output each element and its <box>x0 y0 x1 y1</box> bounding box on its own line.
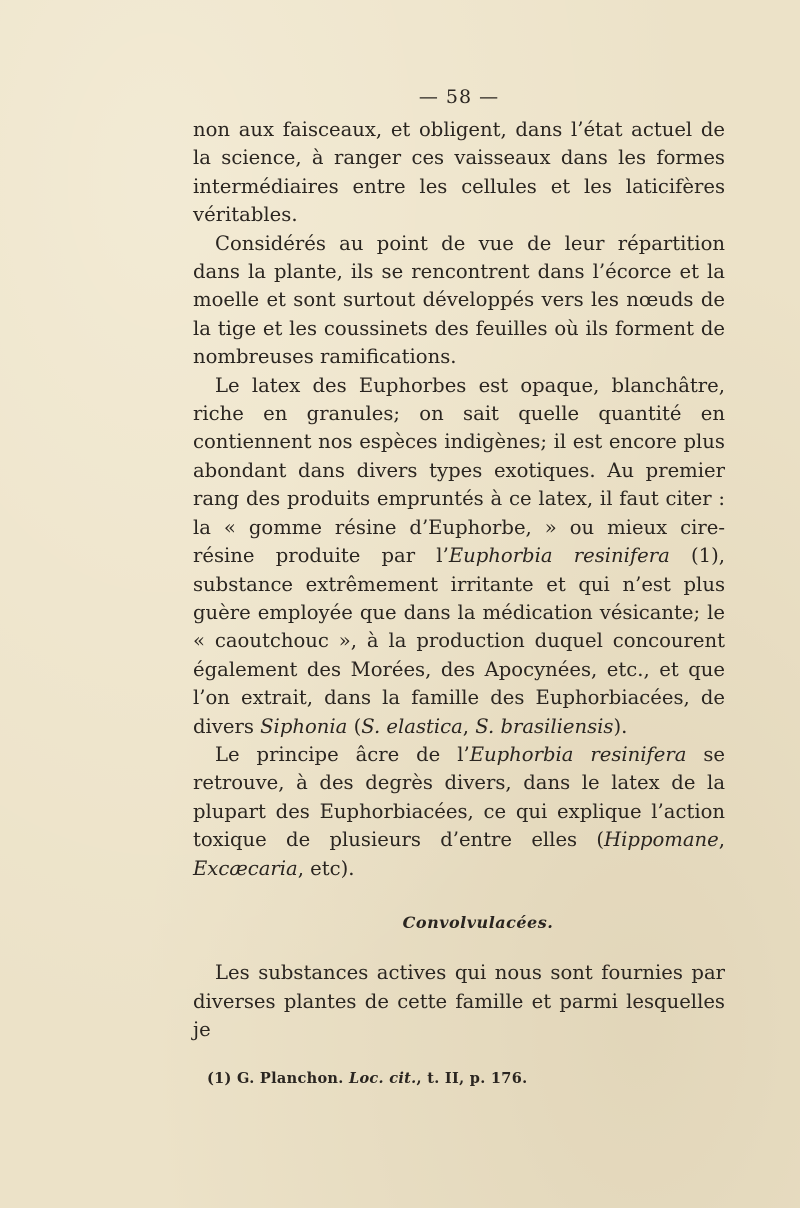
latex-text-2: (1), substance extrêmement irritante et qui n’est plus guère employée que dans la médication vésicante; le « caoutchouc », à la production duquel concourent également des Morées, des Apocynées, etc., et que l’on extrait, dans la famille des Euphorbiacées, de divers <box>193 544 726 738</box>
principle-text-2: se retrouve, à des degrès divers, dans le latex de la plupart des Euphorbiacées, ce qui explique l’action toxique de plusieurs d’entre elles ( <box>193 742 725 852</box>
principle-text-4: , etc). <box>297 856 355 880</box>
latex-species-elastica: S. elastica <box>361 714 463 738</box>
latex-text-1: Le latex des Euphorbes est opaque, blanchâtre, riche en granules; on sait quelle quantité en contiennent nos espèces indigènes; il est encore plus abondant dans divers types exotiques. Au premier rang des produits empruntés à ce latex, il faut citer : la « gomme résine d’Euphorbe, » ou mieux cire-résine produite par l’ <box>193 373 725 568</box>
paragraph-distribution: Considérés au point de vue de leur répartition dans la plante, ils se rencontrent dans l’écorce et la moelle et sont surtout développés vers les nœuds de la tige et les coussinets des feuilles où ils forment de nombreuses ramifications. <box>193 231 725 369</box>
footnote-text-2: , t. II, p. 176. <box>416 1069 528 1087</box>
paragraph-continuation: non aux faisceaux, et obligent, dans l’état actuel de la science, à ranger ces vaisseaux dans les formes intermédiaires entre les cellules et les laticifères véritables. <box>193 118 725 227</box>
footnote-text-1: (1) G. Planchon. <box>207 1069 349 1087</box>
principle-genus-hippomane: Hippomane <box>604 828 719 852</box>
paragraph-principle <box>193 741 725 883</box>
section-heading: Convolvulacées. <box>402 912 554 932</box>
paragraph-latex <box>193 372 725 741</box>
footnote <box>193 1065 725 1093</box>
latex-text-5: ). <box>613 714 628 738</box>
latex-species-euphorbia: Euphorbia resinifera <box>448 544 670 568</box>
principle-text-3: , <box>718 828 725 852</box>
principle-text-1: Le principe âcre de l’ <box>215 742 470 766</box>
principle-genus-excaecaria: Excæcaria <box>193 856 298 880</box>
page-number: — 58 — <box>418 86 500 108</box>
latex-species-brasiliensis: S. brasiliensis <box>475 714 614 738</box>
latex-text-4: , <box>462 714 476 738</box>
paragraph-substances: Les substances actives qui nous sont fournies par diverses plantes de cette famille et parmi lesquelles je <box>193 961 725 1042</box>
footnote-reference: Loc. cit. <box>348 1069 417 1087</box>
body-text <box>193 116 725 1093</box>
latex-genus-siphonia: Siphonia <box>260 714 348 738</box>
principle-species-euphorbia: Euphorbia resinifera <box>469 742 687 766</box>
latex-text-3: ( <box>347 714 362 738</box>
